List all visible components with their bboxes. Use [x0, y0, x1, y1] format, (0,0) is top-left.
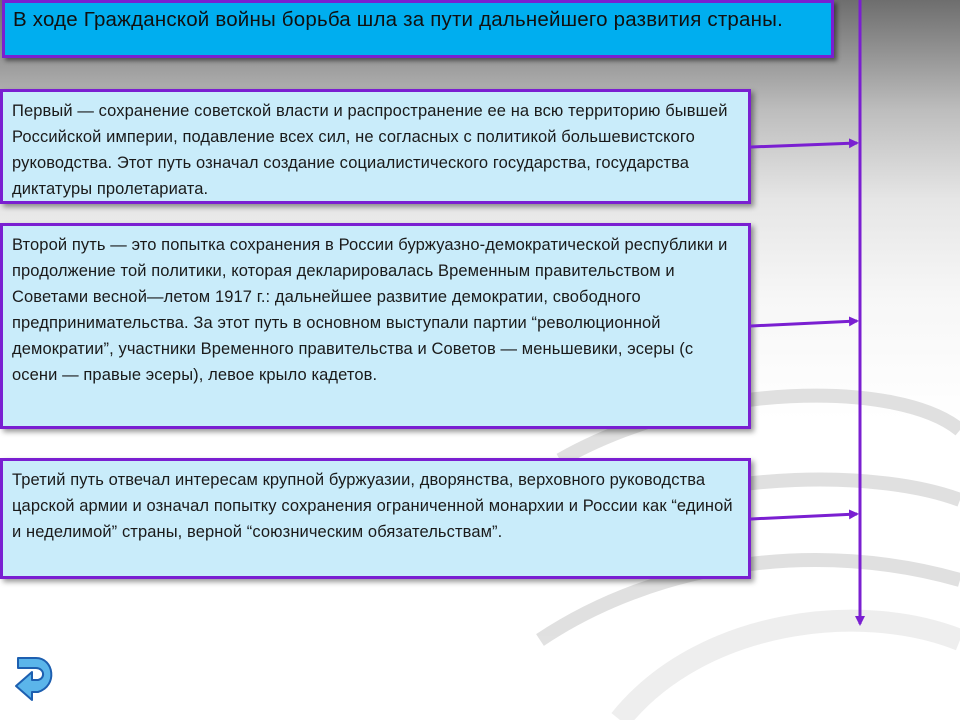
return-arrow-icon[interactable] [10, 652, 62, 706]
arrow-to-first-card [751, 143, 857, 147]
arrow-to-third-card [751, 514, 857, 519]
path-card-first [0, 89, 751, 204]
path-card-second [0, 223, 751, 429]
path-card-third [0, 458, 751, 579]
card-text: Второй путь — это попытка сохранения в России буржуазно-демократической республики и продолжение той политики, которая декларировалась Временным правительством и Советами весной—летом 1917 г.: дальнейшее развитие демократии, свободного предпринимательства. За этот путь в основном выступали партии “революционной демократии”, участники Временного правительства и Советов — меньшевики, эсеры (с осени — правые эсеры), левое крыло кадетов. [12, 236, 728, 384]
arrow-to-second-card [751, 321, 857, 326]
slide-title: В ходе Гражданской войны борьба шла за пути дальнейшего развития страны. [13, 8, 783, 31]
card-text: Третий путь отвечал интересам крупной буржуазии, дворянства, верховного руководства царской армии и означал попытку сохранения ограниченной монархии и России как “единой и неделимой” страны, верной “союзническим обязательствам”. [12, 471, 733, 541]
card-text: Первый — сохранение советской власти и распространение ее на всю территорию бывшей Российской империи, подавление всех сил, не согласных с политикой большевистского руководства. Этот путь означал создание социалистического государства, государства диктатуры пролетариата. [12, 102, 728, 198]
title-banner [2, 0, 834, 58]
